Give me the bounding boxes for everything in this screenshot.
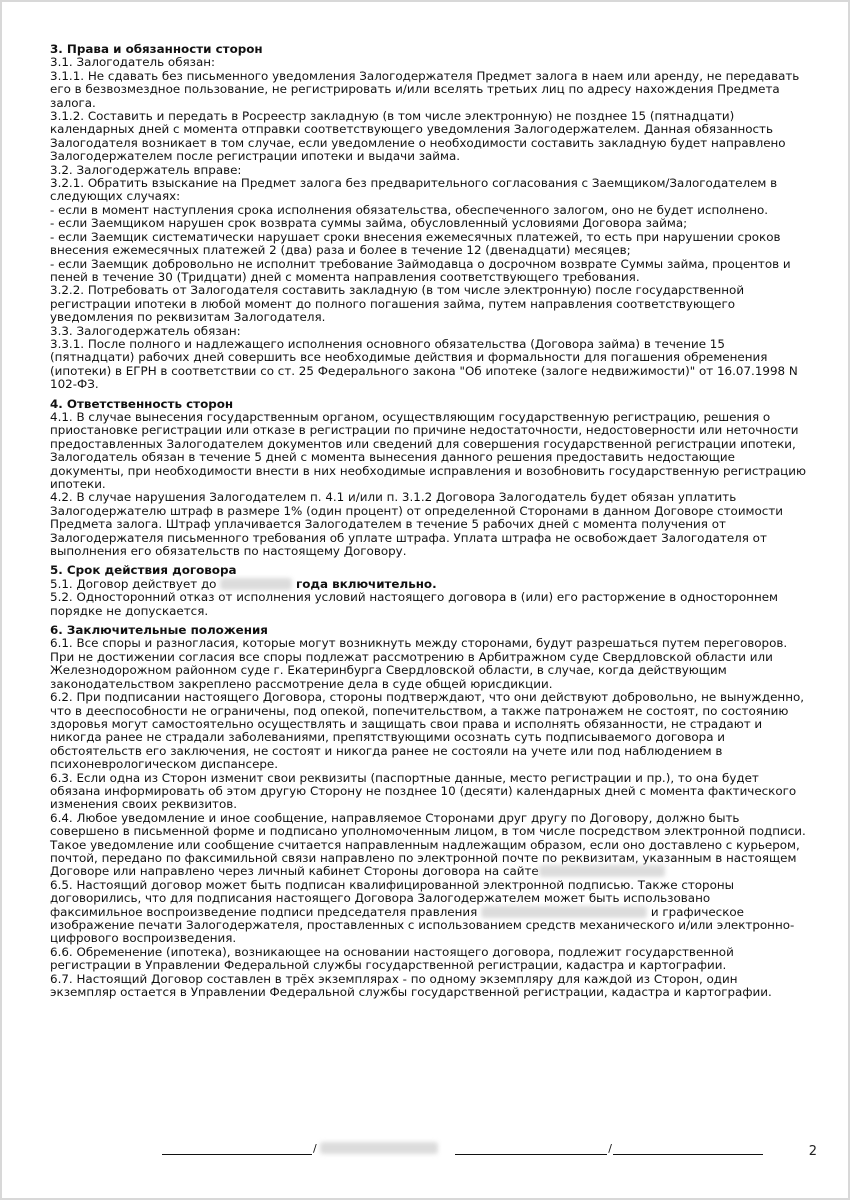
clause-3-2-1-item: - если Заемщиком нарушен срок возврата суммы займа, обусловленный условиями Договора займа; (50, 216, 688, 231)
redacted-chairman-name (481, 906, 647, 918)
section-5 (50, 564, 806, 618)
clause-6-2: 6.2. При подписании настоящего Договора, стороны подтверждают, что они действуют добровольно, не вынужденно, что в дееспособности не ограничены, под опекой, попечительством, а также патронажем не состоят, по состоянию здоровья могут самостоятельно осуществлять и защищать свои права и исполнять обязанности, не страдают и никогда ранее не страдали заболеваниями, препятствующими осознать суть подписываемого договора и обстоятельств его заключения, не состоят и никогда ранее не состояли на учете или под наблюдением в психоневрологическом диспансере. (50, 690, 805, 772)
clause-6-6: 6.6. Обременение (ипотека), возникающее на основании настоящего договора, подлежит государственной регистрации в Управлении Федеральной службы государственной регистрации, кадастра и картографии. (50, 944, 734, 973)
clause-5-1 (50, 578, 806, 591)
clause-6-4 (50, 812, 806, 879)
signature-line-right (455, 1142, 607, 1155)
clause-6-5-suffix: и графическое изображение печати Залогодержателя, проставленных с использованием средств механического и/или электронно-цифрового воспроизведения. (50, 904, 795, 946)
redacted-date (220, 578, 292, 590)
clause-6-1: 6.1. Все споры и разногласия, которые могут возникнуть между сторонами, будут разрешаться путем переговоров. При не достижении согласия все споры подлежат рассмотрению в Арбитражном суде Свердловской области или Железнодорожном районном суде г. Екатеринбурга Свердловской области, в случае, когда действующим законодательством закреплено рассмотрение дела в суде общей юрисдикции. (50, 636, 788, 691)
clause-3-2-1-item: - если Заемщик систематически нарушает сроки внесения ежемесячных платежей, то есть при нарушении сроков внесения ежемесячных платежей 2 (два) раза и более в течение 12 (двенадцати) месяцев; (50, 229, 781, 258)
page-number: 2 (808, 1144, 817, 1159)
clause-6-4-text: 6.4. Любое уведомление и иное сообщение, направляемое Сторонами друг другу по Договору, должно быть совершено в письменной форме и подписано уполномоченным лицом, в том числе посредством электронной подписи. Такое уведомление или сообщение считается направленным надлежащим образом, если оно доставлено с курьером, почтой, передано по факсимильной связи направлено по электронной почте по реквизитам, указанным в настоящем Договоре или направлено через личный кабинет Стороны договора на сайте (50, 810, 806, 879)
clause-3-1-1: 3.1.1. Не сдавать без письменного уведомления Залогодержателя Предмет залога в наем или аренду, не передавать его в безвозмездное пользование, не регистрировать и/или вселять третьих лиц по адресу нахождения Предмета залога. (50, 68, 800, 110)
clause-3-2-2: 3.2.2. Потребовать от Залогодателя составить закладную (в том числе электронную) после государственной регистрации ипотеки в любой момент до полного погашения займа, путем направления соответствующего уведомления по реквизитам Залогодателя. (50, 283, 745, 325)
clause-3-2: 3.2. Залогодержатель вправе: (50, 162, 242, 177)
redacted-website (539, 865, 665, 877)
clause-6-5-prefix: 6.5. Настоящий договор может быть подписан квалифицированной электронной подписью. Также стороны договорились, что для подписания настоящего Договора Залогодержателем может быть использовано факсимильное воспроизведение подписи председателя правления (50, 877, 735, 919)
clause-6-7: 6.7. Настоящий Договор составлен в трёх экземплярах - по одному экземпляру для каждой из Сторон, один экземпляр остается в Управлении Федеральной службы государственной регистрации, кадастра и картографии. (50, 971, 772, 1000)
signature-slash: / (608, 1142, 612, 1155)
signature-block (162, 1142, 782, 1155)
clause-5-1-suffix: года включительно. (296, 576, 437, 591)
signature-line-left (162, 1142, 312, 1155)
clause-3-2-1-item: - если в момент наступления срока исполнения обязательства, обеспеченного залогом, оно не будет исполнено. (50, 202, 769, 217)
clause-4-1: 4.1. В случае вынесения государственным органом, осуществляющим государственную регистрацию, решения о приостановке регистрации или отказе в регистрации по причине недостаточности, недостоверности или неточности предоставленных Залогодателем документов или сведений для совершения государственной регистрации ипотеки, Залогодатель обязан в течение 5 дней с момента вынесения данного решения предоставить недостающие документы, при необходимости внести в них необходимые исправления и возобновить государственную регистрацию ипотеки. (50, 409, 806, 491)
signature-name-line-right (613, 1142, 763, 1155)
clause-5-1-prefix: 5.1. Договор действует до (50, 576, 217, 591)
section-3-title: 3. Права и обязанности сторон (50, 42, 263, 56)
signature-slash: / (313, 1142, 317, 1155)
clause-3-2-1-item: - если Заемщик добровольно не исполнит требование Займодавца о досрочном возврате Суммы займа, процентов и пеней в течение 30 (Тридцати) дней с момента направления соответствующего требования. (50, 256, 791, 284)
section-4 (50, 398, 806, 559)
section-3 (50, 43, 806, 392)
clause-3-3: 3.3. Залогодержатель обязан: (50, 323, 241, 338)
clause-3-1-2: 3.1.2. Составить и передать в Росреестр закладную (в том числе электронную) не позднее 15 (пятнадцати) календарных дней с момента отправки соответствующего уведомления Залогодержателем. Данная обязанность Залогодателя возникает в том случае, если уведомление о необходимости составить закладную будет направлено Залогодержателем после регистрации ипотеки и выдачи займа. (50, 109, 786, 164)
clause-5-2: 5.2. Односторонний отказ от исполнения условий настоящего договора в (или) его расторжение в одностороннем порядке не допускается. (50, 590, 779, 618)
document-body (50, 43, 806, 1005)
section-5-title: 5. Срок действия договора (50, 563, 237, 578)
clause-4-2: 4.2. В случае нарушения Залогодателем п. 4.1 и/или п. 3.1.2 Договора Залогодатель будет обязан уплатить Залогодержателю штраф в размере 1% (один процент) от определенной Сторонами в данном Договоре стоимости Предмета залога. Штраф уплачивается Залогодателем в течение 5 рабочих дней с момента получения от Залогодержателя письменного требования об уплате штрафа. Уплата штрафа не освобождает Залогодателя от выполнения его обязательств по настоящему Договору. (50, 490, 783, 559)
clause-3-2-1: 3.2.1. Обратить взыскание на Предмет залога без предварительного согласования с Заемщиком/Залогодателем в следующих случаях: (50, 176, 778, 204)
section-6 (50, 624, 806, 999)
redacted-signer-name (320, 1142, 438, 1154)
clause-3-3-1: 3.3.1. После полного и надлежащего исполнения основного обязательства (Договора займа) в течение 15 (пятнадцати) рабочих дней совершить все необходимые действия и формальности для погашения обременения (ипотеки) в ЕГРН в соответствии со ст. 25 Федерального закона "Об ипотеке (залоге недвижимости)" от 16.07.1998 N 102-ФЗ. (50, 336, 798, 392)
clause-6-3: 6.3. Если одна из Сторон изменит свои реквизиты (паспортные данные, место регистрации и пр.), то она будет обязана информировать об этом другую Сторону не позднее 10 (десяти) календарных дней с момента фактического изменения своих реквизитов. (50, 770, 797, 812)
clause-3-1: 3.1. Залогодатель обязан: (50, 55, 216, 70)
section-4-title: 4. Ответственность сторон (50, 396, 234, 411)
clause-6-5 (50, 879, 806, 946)
section-6-title: 6. Заключительные положения (50, 623, 268, 638)
